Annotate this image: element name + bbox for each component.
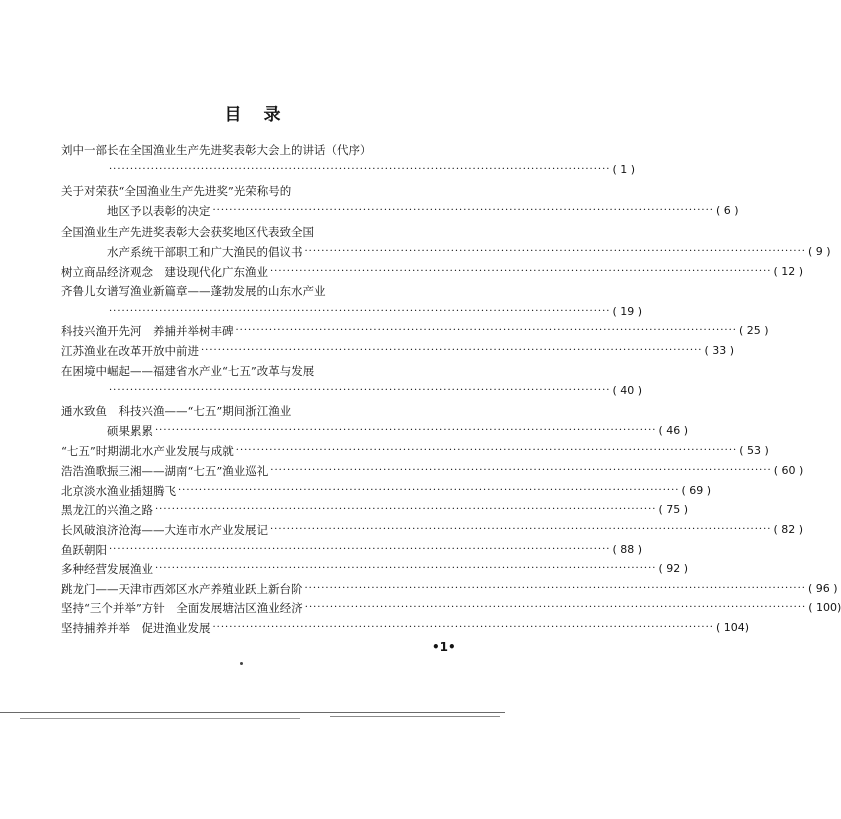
toc-page-number: ( 19 ) xyxy=(612,305,643,318)
leader-dots: ························································································································ xyxy=(270,524,772,535)
toc-entry-title: 关于对荣获“全国渔业生产先进奖”光荣称号的 xyxy=(61,184,292,198)
toc-page-number: ( 6 ) xyxy=(715,204,739,217)
leader-dots: ························································································································ xyxy=(109,306,611,317)
toc-page-number: ( 100) xyxy=(808,601,841,614)
toc-entry-title: 硕果累累 xyxy=(107,424,153,438)
toc-entry-title: 坚持“三个并举”方针 全面发展塘沽区渔业经济 xyxy=(61,601,303,615)
toc-entry-title: 通水致鱼 科技兴渔——“七五”期间浙江渔业 xyxy=(61,404,292,418)
page-title: 目录 xyxy=(224,105,303,125)
toc-page-number: ( 12 ) xyxy=(773,265,804,278)
leader-dots: ························································································································ xyxy=(235,445,738,456)
toc-entry xyxy=(61,441,769,461)
toc-page-number: ( 40 ) xyxy=(612,384,643,397)
leader-dots: ························································································································ xyxy=(212,205,714,216)
toc-page-number: ( 33 ) xyxy=(704,344,735,357)
toc-entry xyxy=(61,500,689,520)
leader-dots: ························································································································ xyxy=(155,504,657,515)
toc-entry xyxy=(61,540,643,560)
toc-entry xyxy=(61,520,804,540)
toc-entry-title: “七五”时期湖北水产业发展与成就 xyxy=(61,444,234,458)
toc-entry xyxy=(61,598,841,618)
toc-page-number: ( 69 ) xyxy=(681,484,712,497)
leader-dots: ························································································································ xyxy=(270,465,772,476)
leader-dots: ························································································································ xyxy=(212,622,714,633)
leader-dots: ························································································································ xyxy=(304,602,807,613)
toc-entry xyxy=(107,242,831,262)
toc-entry xyxy=(61,461,804,481)
toc-entry xyxy=(61,401,441,421)
toc-entry-title: 刘中一部长在全国渔业生产先进奖表彰大会上的讲话（代序） xyxy=(61,143,372,157)
scan-edge-line xyxy=(20,718,300,719)
toc-entry-title: 齐鲁儿女谱写渔业新篇章——蓬勃发展的山东水产业 xyxy=(61,284,326,298)
scan-edge-line xyxy=(330,716,500,717)
toc-entry-title: 长风破浪济沧海——大连市水产业发展记 xyxy=(61,523,268,537)
leader-dots: ························································································································ xyxy=(109,385,611,396)
toc-entry xyxy=(61,281,441,301)
leader-dots: ························································································································ xyxy=(270,266,772,277)
toc-entry xyxy=(61,579,838,599)
page-number-footer: •1• xyxy=(432,640,456,654)
toc-page-number: ( 53 ) xyxy=(739,444,769,457)
toc-entry-title: 坚持捕养并举 促进渔业发展 xyxy=(61,621,211,635)
toc-entry xyxy=(61,481,712,501)
leader-dots: ························································································································ xyxy=(304,246,806,257)
toc-entry-title: 鱼跃朝阳 xyxy=(61,543,107,557)
leader-dots: ························································································································ xyxy=(109,164,611,175)
toc-page-number: ( 104) xyxy=(715,621,750,634)
toc-entry xyxy=(61,181,441,201)
toc-page-number: ( 88 ) xyxy=(612,543,643,556)
toc-entry-title: 地区予以表彰的决定 xyxy=(107,204,211,218)
toc-entry xyxy=(107,160,636,180)
toc-entry-title: 树立商品经济观念 建设现代化广东渔业 xyxy=(61,265,268,279)
toc-entry xyxy=(61,140,441,160)
toc-page-number: ( 1 ) xyxy=(612,163,636,176)
toc-entry xyxy=(107,381,643,401)
leader-dots: ························································································································ xyxy=(109,544,611,555)
toc-entry-title: 江苏渔业在改革开放中前进 xyxy=(61,344,199,358)
toc-entry-title: 北京淡水渔业插翅腾飞 xyxy=(61,484,176,498)
print-speck xyxy=(240,662,243,665)
toc-page-number: ( 60 ) xyxy=(773,464,804,477)
toc-entry xyxy=(61,559,689,579)
toc-page-number: ( 75 ) xyxy=(658,503,689,516)
toc-entry-title: 水产系统干部职工和广大渔民的倡议书 xyxy=(107,245,303,259)
toc-entry-title: 浩浩渔歌振三湘——湖南“七五”渔业巡礼 xyxy=(61,464,269,478)
toc-entry xyxy=(107,421,689,441)
leader-dots: ························································································································ xyxy=(304,583,806,594)
toc-entry-title: 全国渔业生产先进奖表彰大会获奖地区代表致全国 xyxy=(61,225,314,239)
toc-page-number: ( 25 ) xyxy=(738,324,769,337)
toc-entry-title: 科技兴渔开先河 养捕并举树丰碑 xyxy=(61,324,234,338)
toc-entry-title: 在困境中崛起——福建省水产业“七五”改革与发展 xyxy=(61,364,315,378)
toc-entry xyxy=(107,302,643,322)
toc-page-number: ( 92 ) xyxy=(658,562,689,575)
toc-page-number: ( 46 ) xyxy=(658,424,689,437)
leader-dots: ························································································································ xyxy=(201,345,703,356)
toc-entry-title: 跳龙门——天津市西郊区水产养殖业跃上新台阶 xyxy=(61,582,303,596)
leader-dots: ························································································································ xyxy=(155,563,657,574)
leader-dots: ························································································································ xyxy=(178,485,680,496)
leader-dots: ························································································································ xyxy=(155,425,657,436)
toc-entry xyxy=(61,341,735,361)
toc-entry xyxy=(107,201,739,221)
scan-edge-line xyxy=(0,712,505,713)
toc-entry xyxy=(61,222,441,242)
toc-entry xyxy=(61,262,804,282)
toc-entry xyxy=(61,361,441,381)
leader-dots: ························································································································ xyxy=(235,325,737,336)
toc-entry-title: 多种经营发展渔业 xyxy=(61,562,153,576)
toc-entry xyxy=(61,321,769,341)
toc-page-number: ( 96 ) xyxy=(807,582,838,595)
toc-page-number: ( 9 ) xyxy=(807,245,831,258)
toc-entry-title: 黑龙江的兴渔之路 xyxy=(61,503,153,517)
toc-page-number: ( 82 ) xyxy=(773,523,804,536)
toc-entry xyxy=(61,618,750,638)
